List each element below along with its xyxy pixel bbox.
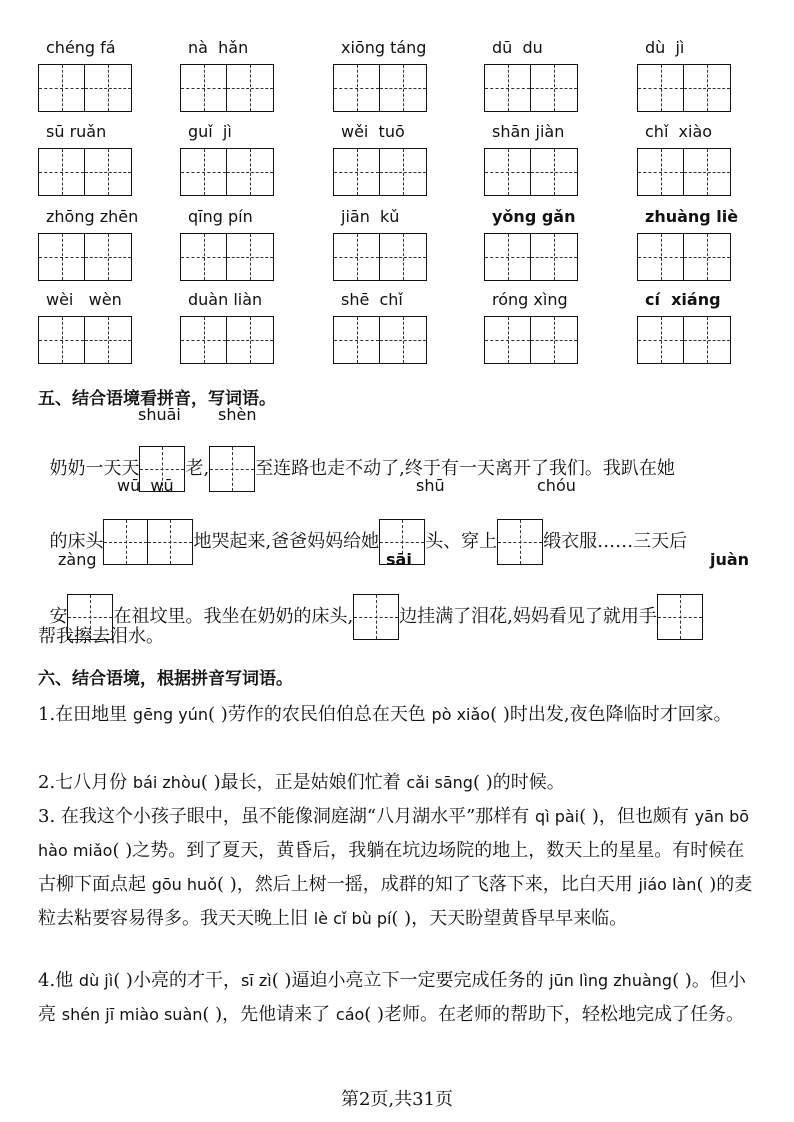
pinyin-sai: sāi bbox=[386, 550, 412, 569]
pinyin-zang: zàng bbox=[58, 550, 97, 569]
text-fragment: ( )最长，正是姑娘们忙着 bbox=[200, 772, 407, 793]
grid-cell[interactable] bbox=[380, 65, 426, 111]
writing-grid-box[interactable] bbox=[484, 148, 578, 196]
grid-cell[interactable] bbox=[485, 234, 531, 280]
writing-grid-box[interactable] bbox=[333, 316, 427, 364]
writing-grid-box[interactable] bbox=[333, 233, 427, 281]
grid-pinyin-label: jiān kǔ bbox=[341, 207, 400, 226]
grid-cell[interactable] bbox=[181, 149, 227, 195]
writing-grid-box[interactable] bbox=[333, 64, 427, 112]
grid-cell[interactable] bbox=[684, 149, 730, 195]
grid-cell[interactable] bbox=[380, 317, 426, 363]
pinyin-inline: dù jì bbox=[78, 971, 114, 990]
writing-grid-box[interactable] bbox=[38, 233, 132, 281]
pinyin-inline: cáo bbox=[335, 1005, 365, 1024]
pinyin-inline: bái zhòu bbox=[132, 773, 201, 792]
text-fragment: 至连路也走不动了,终于有一天离开了我们。我趴在她 bbox=[255, 458, 675, 479]
answer-box[interactable] bbox=[209, 446, 255, 492]
grid-cell[interactable] bbox=[485, 149, 531, 195]
writing-grid-box[interactable] bbox=[180, 148, 274, 196]
grid-cell[interactable] bbox=[334, 149, 380, 195]
grid-cell[interactable] bbox=[531, 65, 577, 111]
grid-cell[interactable] bbox=[638, 149, 684, 195]
grid-cell[interactable] bbox=[485, 65, 531, 111]
grid-cell[interactable] bbox=[531, 317, 577, 363]
text-fragment: ( )，然后上树一摇，成群的知了飞落下来，比白天用 bbox=[216, 874, 639, 895]
text-fragment: ( )逼迫小亮立下一定要完成任务的 bbox=[271, 970, 550, 991]
grid-cell[interactable] bbox=[85, 317, 131, 363]
grid-cell[interactable] bbox=[85, 65, 131, 111]
grid-pinyin-label: chǐ xiào bbox=[645, 122, 713, 141]
grid-cell[interactable] bbox=[638, 234, 684, 280]
grid-cell[interactable] bbox=[39, 317, 85, 363]
grid-cell[interactable] bbox=[334, 65, 380, 111]
pinyin-inline: lè cǐ bù pí bbox=[313, 909, 392, 928]
grid-cell[interactable] bbox=[227, 149, 273, 195]
writing-grid-box[interactable] bbox=[38, 64, 132, 112]
writing-grid-box[interactable] bbox=[180, 316, 274, 364]
grid-cell[interactable] bbox=[380, 234, 426, 280]
answer-box[interactable] bbox=[657, 594, 703, 640]
grid-cell[interactable] bbox=[684, 65, 730, 111]
grid-pinyin-label: nà hǎn bbox=[188, 38, 249, 57]
text-fragment: 的床头 bbox=[49, 531, 104, 552]
writing-grid-box[interactable] bbox=[484, 316, 578, 364]
question-4 bbox=[38, 964, 760, 1032]
grid-pinyin-label: yǒng gǎn bbox=[492, 207, 576, 226]
grid-cell[interactable] bbox=[638, 317, 684, 363]
grid-pinyin-label: zhuàng liè bbox=[645, 207, 739, 226]
question-1 bbox=[38, 698, 760, 732]
grid-cell[interactable] bbox=[181, 234, 227, 280]
pinyin-inline: pò xiǎo bbox=[431, 705, 491, 724]
grid-cell[interactable] bbox=[181, 65, 227, 111]
text-fragment: ( )，先他请来了 bbox=[202, 1004, 336, 1025]
grid-cell[interactable] bbox=[531, 234, 577, 280]
pinyin-inline: qì pài bbox=[535, 807, 580, 826]
grid-cell[interactable] bbox=[85, 149, 131, 195]
writing-grid-box[interactable] bbox=[484, 64, 578, 112]
writing-grid-box[interactable] bbox=[38, 316, 132, 364]
grid-cell[interactable] bbox=[380, 149, 426, 195]
grid-pinyin-label: wěi tuō bbox=[341, 122, 405, 141]
answer-box[interactable] bbox=[103, 519, 193, 565]
text-fragment: 老, bbox=[185, 458, 210, 479]
text-fragment: ( )。但小亮 bbox=[38, 970, 746, 1025]
grid-cell[interactable] bbox=[531, 149, 577, 195]
text-fragment: 在祖坟里。我坐在奶奶的床头, bbox=[113, 606, 354, 627]
grid-pinyin-label: shē chǐ bbox=[341, 290, 403, 309]
writing-grid-box[interactable] bbox=[637, 64, 731, 112]
section5-line4: 帮我擦去泪水。 bbox=[38, 626, 164, 647]
section5-heading: 五、结合语境看拼音，写词语。 bbox=[38, 389, 276, 409]
text-fragment: 头、穿上 bbox=[425, 531, 498, 552]
text-fragment: ( )之势。到了夏天，黄昏后，我躺在坑边场院的地上，数天上的星星。有时候在古柳下面点起 bbox=[38, 840, 745, 895]
pinyin-shuai: shuāi bbox=[138, 405, 181, 424]
text-fragment: ( )小亮的才干， bbox=[113, 970, 241, 991]
section6-heading: 六、结合语境，根据拼音写词语。 bbox=[38, 669, 293, 689]
grid-pinyin-label: róng xìng bbox=[492, 290, 568, 309]
grid-pinyin-label: wèi wèn bbox=[46, 290, 122, 309]
pinyin-inline: gōu huǒ bbox=[151, 875, 217, 894]
text-fragment: 安 bbox=[49, 606, 68, 627]
text-fragment: 3. 在我这个小孩子眼中，虽不能像洞庭湖“八月湖水平”那样有 bbox=[38, 806, 536, 827]
text-fragment: 缎衣服……三天后 bbox=[543, 531, 688, 552]
text-fragment: ( )的麦粒去粘要容易得多。我天天晚上旧 bbox=[38, 874, 753, 929]
writing-grid-box[interactable] bbox=[637, 148, 731, 196]
pinyin-chou: chóu bbox=[537, 476, 576, 495]
pinyin-inline: sī zì bbox=[240, 971, 272, 990]
question-2 bbox=[38, 766, 760, 800]
grid-cell[interactable] bbox=[227, 234, 273, 280]
grid-pinyin-label: chéng fá bbox=[46, 38, 116, 57]
writing-grid-box[interactable] bbox=[180, 64, 274, 112]
pinyin-inline: cǎi sāng bbox=[406, 773, 473, 792]
writing-grid-box[interactable] bbox=[38, 148, 132, 196]
grid-pinyin-label: cí xiáng bbox=[645, 290, 721, 309]
grid-pinyin-label: dù jì bbox=[645, 38, 685, 57]
grid-cell[interactable] bbox=[334, 317, 380, 363]
writing-grid-box[interactable] bbox=[180, 233, 274, 281]
grid-pinyin-label: zhōng zhēn bbox=[46, 207, 139, 226]
text-fragment: ( )，但也颇有 bbox=[579, 806, 695, 827]
answer-box[interactable] bbox=[353, 594, 399, 640]
section5-line2 bbox=[38, 498, 687, 565]
pinyin-shen: shèn bbox=[218, 405, 257, 424]
pinyin-inline: yān bō hào miǎo bbox=[38, 807, 750, 860]
writing-grid-box[interactable] bbox=[637, 233, 731, 281]
text-fragment: ( )，天天盼望黄昏早早来临。 bbox=[391, 908, 628, 929]
grid-pinyin-label: shān jiàn bbox=[492, 122, 565, 141]
text-fragment: 2.七八月份 bbox=[38, 772, 133, 793]
text-fragment: 4.他 bbox=[38, 970, 79, 991]
text-fragment: 边挂满了泪花,妈妈看见了就用手 bbox=[399, 606, 657, 627]
grid-cell[interactable] bbox=[39, 234, 85, 280]
grid-cell[interactable] bbox=[39, 149, 85, 195]
text-fragment: ( )劳作的农民伯伯总在天色 bbox=[208, 704, 432, 725]
text-fragment: 地哭起来,爸爸妈妈给她 bbox=[193, 531, 380, 552]
text-fragment: ( )的时候。 bbox=[472, 772, 565, 793]
grid-cell[interactable] bbox=[227, 317, 273, 363]
pinyin-juan: juàn bbox=[710, 550, 750, 569]
pinyin-inline: shén jī miào suàn bbox=[61, 1005, 203, 1024]
grid-cell[interactable] bbox=[334, 234, 380, 280]
pinyin-wuwu: wū wū bbox=[117, 476, 174, 495]
writing-grid-box[interactable] bbox=[333, 148, 427, 196]
text-fragment: 1.在田地里 bbox=[38, 704, 133, 725]
grid-pinyin-label: guǐ jì bbox=[188, 122, 232, 141]
grid-cell[interactable] bbox=[181, 317, 227, 363]
grid-pinyin-label: duàn liàn bbox=[188, 290, 263, 309]
grid-cell[interactable] bbox=[485, 317, 531, 363]
grid-cell[interactable] bbox=[85, 234, 131, 280]
pinyin-shu: shū bbox=[416, 476, 445, 495]
grid-cell[interactable] bbox=[684, 317, 730, 363]
text-fragment: ( )时出发,夜色降临时才回家。 bbox=[490, 704, 732, 725]
writing-grid-box[interactable] bbox=[637, 316, 731, 364]
grid-pinyin-label: xiōng táng bbox=[341, 38, 427, 57]
page-footer: 第2页,共31页 bbox=[340, 1089, 454, 1110]
grid-cell[interactable] bbox=[684, 234, 730, 280]
text-fragment: ( )老师。在老师的帮助下，轻松地完成了任务。 bbox=[364, 1004, 745, 1025]
grid-cell[interactable] bbox=[39, 65, 85, 111]
pinyin-inline: gēng yún bbox=[132, 705, 209, 724]
text-fragment: 奶奶一天天 bbox=[49, 458, 140, 479]
grid-pinyin-label: qīng pín bbox=[188, 207, 253, 226]
pinyin-inline: jiáo làn bbox=[638, 875, 697, 894]
grid-cell[interactable] bbox=[638, 65, 684, 111]
grid-pinyin-label: sū ruǎn bbox=[46, 122, 107, 141]
question-3 bbox=[38, 800, 760, 936]
grid-pinyin-label: dū du bbox=[492, 38, 543, 57]
answer-box[interactable] bbox=[497, 519, 543, 565]
writing-grid-box[interactable] bbox=[484, 233, 578, 281]
pinyin-inline: jūn lìng zhuàng bbox=[549, 971, 673, 990]
grid-cell[interactable] bbox=[227, 65, 273, 111]
